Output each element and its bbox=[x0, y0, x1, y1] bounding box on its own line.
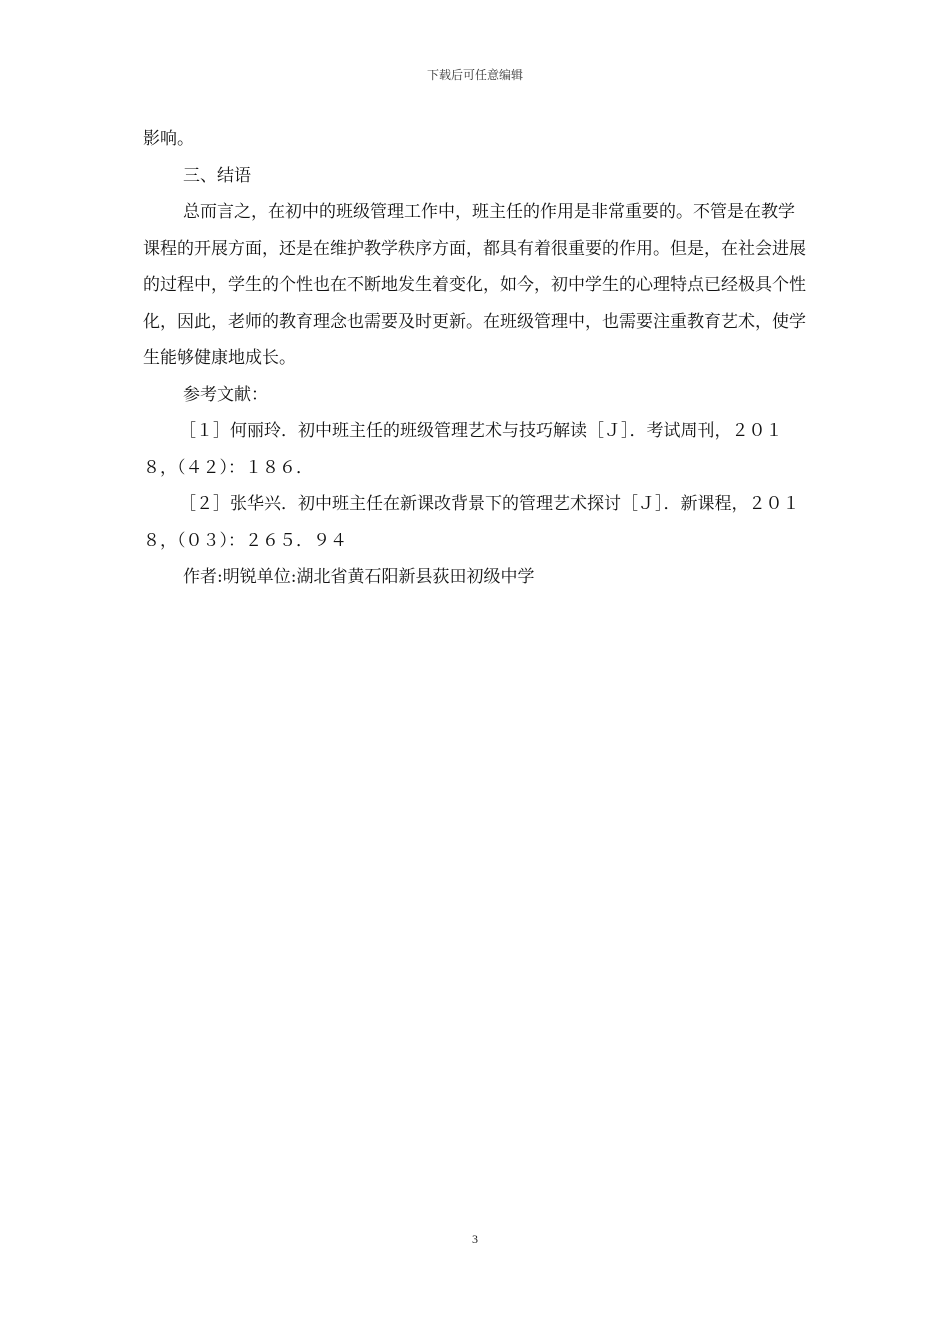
references-heading: 参考文献： bbox=[183, 384, 268, 405]
author-line: 作者:明锐单位:湖北省黄石阳新县荻田初级中学 bbox=[183, 567, 535, 587]
carried-text: 影响。 bbox=[143, 129, 194, 149]
page-number: 3 bbox=[472, 1232, 478, 1246]
reference-item-1: ［１］何丽玲．初中班主任的班级管理艺术与技巧解读［Ｊ］．考试周刊，２０１８，（４２）：１８６． bbox=[143, 421, 783, 478]
conclusion-paragraph: 总而言之，在初中的班级管理工作中，班主任的作用是非常重要的。不管是在教学课程的开展方面，还是在维护教学秩序方面，都具有着很重要的作用。但是，在社会进展的过程中，学生的个性也在不断地发生着变化，如今，初中学生的心理特点已经极具个性化，因此，老师的教育理念也需要及时更新。在班级管理中，也需要注重教育艺术，使学生能够健康地成长。 bbox=[143, 202, 806, 368]
page-header: 下载后可任意编辑 bbox=[426, 68, 523, 82]
reference-item-2: ［２］张华兴．初中班主任在新课改背景下的管理艺术探讨［Ｊ］．新课程，２０１８，（０３）：２６５．９４ bbox=[143, 494, 800, 551]
section-heading: 三、结语 bbox=[183, 165, 251, 186]
document-body bbox=[143, 121, 811, 596]
